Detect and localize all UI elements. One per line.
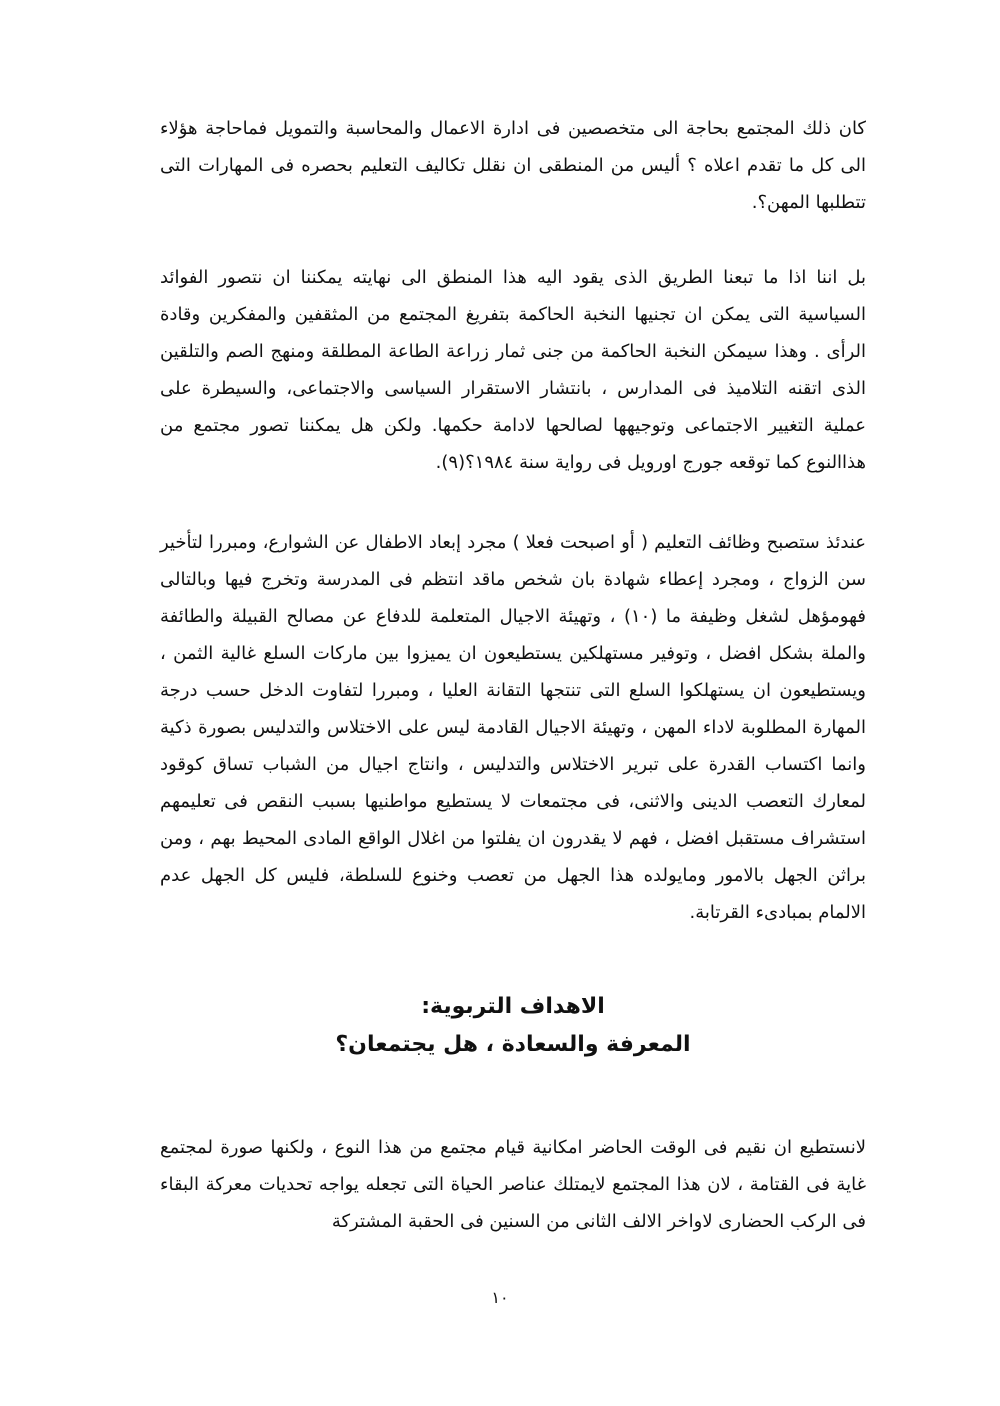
section-heading-line-2: المعرفة والسعادة ، هل يجتمعان؟ — [335, 1032, 691, 1057]
paragraph-2: بل اننا اذا ما تبعنا الطريق الذى يقود اليه هذا المنطق الى نهايته يمكننا ان نتصور الفوائد السياسية التى يمكن ان تجنيها النخبة الحاكمة بتفريغ المجتمع من المثقفين والمفكرين وقادة الرأى . وهذا سيمكن النخبة الحاكمة من جنى ثمار زراعة الطاعة المطلقة ومنهج الصم والتلقين الذى اتقنه التلاميذ فى المدارس ، بانتشار الاستقرار السياسى والاجتماعى، والسيطرة على عملية التغيير الاجتماعى وتوجيهها لصالحها لادامة حكمها. ولكن هل يمكننا تصور مجتمع من هذاالنوع كما توقعه جورج اورويل فى رواية سنة ١٩٨٤؟(٩). — [160, 267, 866, 473]
paragraph-3: عندئذ ستصبح وظائف التعليم ( أو اصبحت فعلا ) مجرد إبعاد الاطفال عن الشوارع، ومبررا لتأخير سن الزواج ، ومجرد إعطاء شهادة بان شخص ماقد انتظم فى المدرسة وتخرج فيها وبالتالى فهومؤهل لشغل وظيفة ما (١٠) ، وتهيئة الاجيال المتعلمة للدفاع عن مصالح القبيلة والطائفة والملة بشكل افضل ، وتوفير مستهلكين يستطيعون ان يميزوا بين ماركات السلع غالية الثمن ، ويستطيعون ان يستهلكوا السلع التى تنتجها التقانة العليا ، ومبررا لتفاوت الدخل حسب درجة المهارة المطلوبة لاداء المهن ، وتهيئة الاجيال القادمة ليس على الاختلاس والتدليس بصورة ذكية وانما اكتساب القدرة على تبرير الاختلاس والتدليس ، وانتاج اجيال من الشباب تساق كوقود لمعارك التعصب الدينى والاثنى، فى مجتمعات لا يستطيع مواطنيها بسبب النقص فى تعليمهم استشراف مستقبل افضل ، فهم لا يقدرون ان يفلتوا من اغلال الواقع المادى المحيط بهم ، ومن براثن الجهل بالامور ومايولده هذا الجهل من تعصب وخنوع للسلطة، فليس كل الجهل عدم الالمام بمبادىء القرتابة. — [160, 532, 866, 923]
section-heading-line-1: الاهداف التربوية: — [421, 994, 605, 1019]
paragraph-1: كان ذلك المجتمع بحاجة الى متخصصين فى ادارة الاعمال والمحاسبة والتمويل فماحاجة هؤلاء الى كل ما تقدم اعلاه ؟ أليس من المنطقى ان نقلل تكاليف التعليم بحصره فى المهارات التى تتطلبها المهن؟. — [160, 118, 866, 213]
page-number: ١٠ — [491, 1288, 509, 1307]
paragraph-4: لانستطيع ان نقيم فى الوقت الحاضر امكانية قيام مجتمع من هذا النوع ، ولكنها صورة لمجتمع غاية فى القتامة ، لان هذا المجتمع لايمتلك عناصر الحياة التى تجعله يواجه تحديات معركة البقاء فى الركب الحضارى لاواخر الالف الثانى من السنين فى الحقبة المشتركة — [160, 1137, 866, 1232]
